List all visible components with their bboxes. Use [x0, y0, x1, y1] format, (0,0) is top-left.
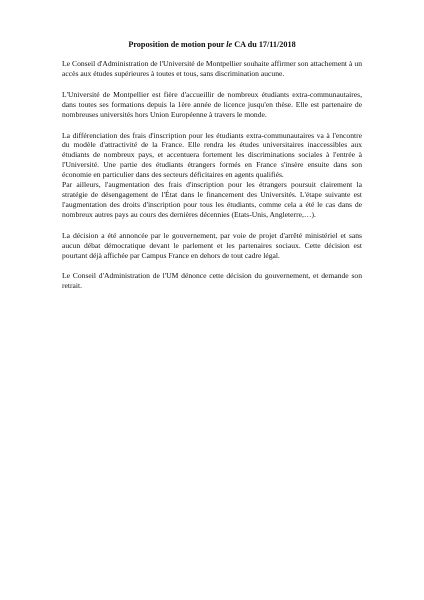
paragraph-fee-differentiation: La différenciation des frais d'inscription pour les étudiants extra-communautaires va à l'encontre du modèle d'attractivité de la France. Elle rendra les études universitaires inaccessibles aux étudiants de nombreux pays, et accentuera fortement les discriminations sociales à l'entrée à l'Université. Une partie des étudiants étrangers formés en France s'insère ensuite dans son économie en particulier dans des secteurs déficitaires en agents qualifiés.: [62, 130, 362, 180]
paragraph-government-decision: La décision a été annoncée par le gouvernement, par voie de projet d'arrêté ministériel et sans aucun débat démocratique devant le parlement et les partenaires sociaux. Cette décision est pourtant déjà affichée par Campus France en dehors de tout cadre légal.: [62, 230, 362, 260]
motion-title-emphasis: le: [226, 40, 233, 49]
motion-title: [62, 40, 362, 50]
motion-title-start: Proposition de motion pour: [128, 40, 227, 49]
paragraph-international-students: L'Université de Montpellier est fière d'accueillir de nombreux étudiants extra-communautaires, dans toutes ses formations depuis la 1ère année de licence jusqu'en thèse. Elle est partenaire de nombreuses universités hors Union Européenne à travers le monde.: [62, 89, 362, 119]
motion-title-end: CA du 17/11/2018: [232, 40, 296, 49]
paragraph-conclusion: Le Conseil d'Administration de l'UM dénonce cette décision du gouvernement, et demande son retrait.: [62, 271, 362, 291]
paragraph-attachment: Le Conseil d'Administration de l'Université de Montpellier souhaite affirmer son attachement à un accès aux études supérieures à toutes et tous, sans discrimination aucune.: [62, 59, 362, 78]
paragraph-state-disengagement: Par ailleurs, l'augmentation des frais d'inscription pour les étrangers poursuit clairement la stratégie de désengagement de l'État dans le financement des Universités. L'étape suivante est l'augmentation des droits d'inscription pour tous les étudiants, comme cela a été le cas dans de nombreux autres pays au cours des dernières décennies (Etats-Unis, Angleterre,…).: [62, 180, 362, 219]
document-page: [62, 40, 362, 302]
